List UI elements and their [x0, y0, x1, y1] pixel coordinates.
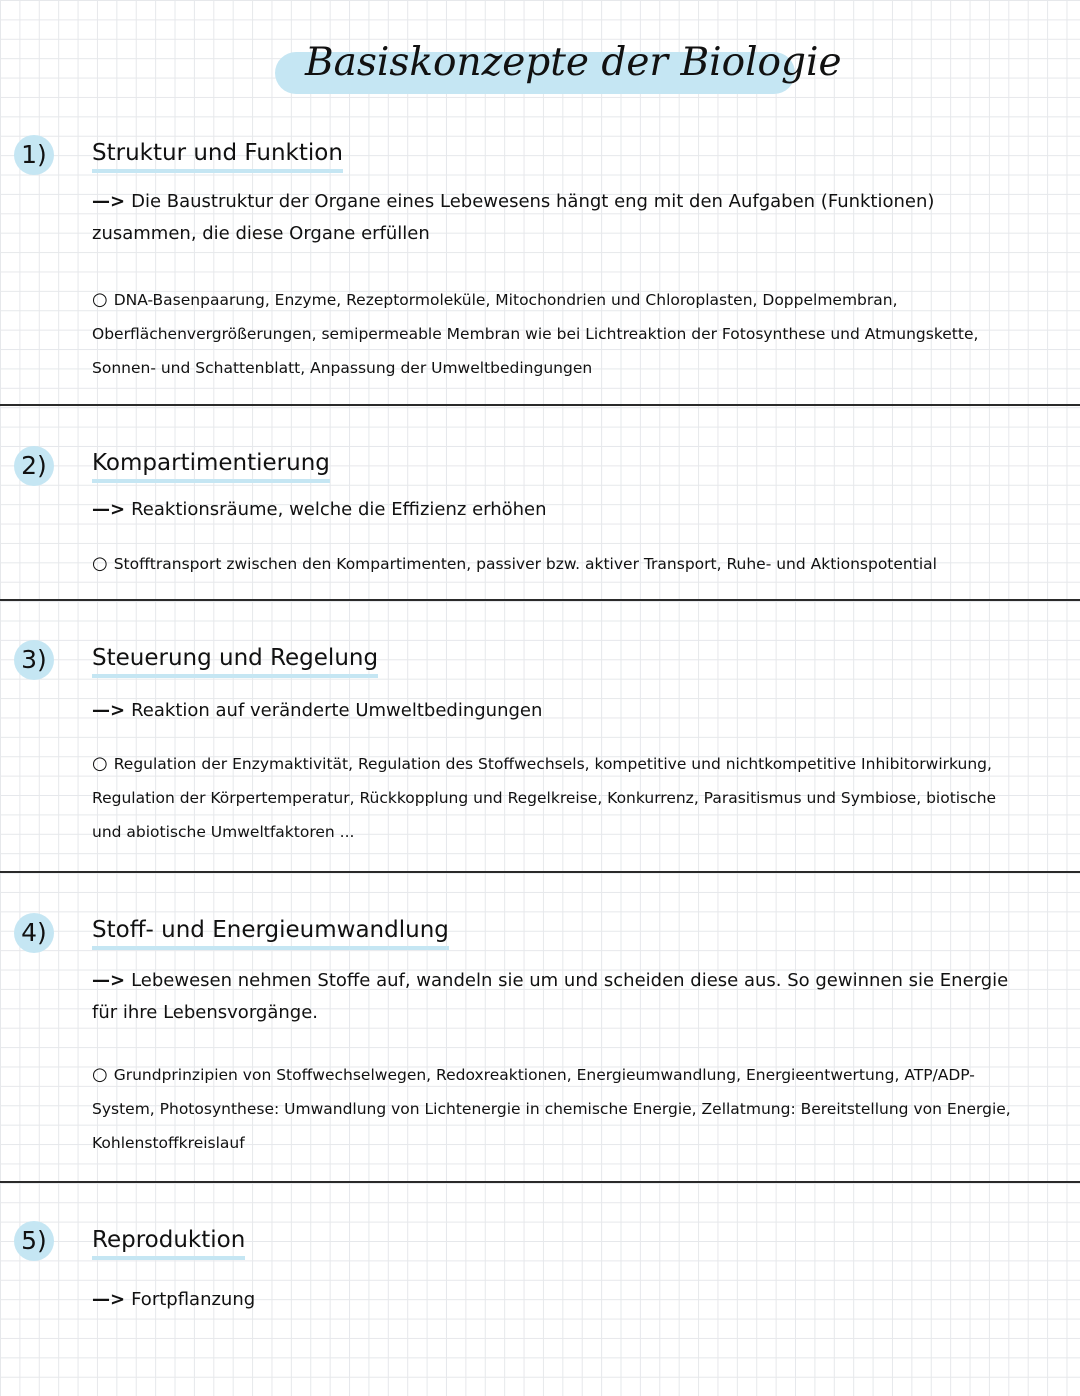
page-title: Basiskonzepte der Biologie	[305, 40, 842, 85]
section-5-heading: Reproduktion	[92, 1227, 245, 1260]
section-3-heading: Steuerung und Regelung	[92, 645, 378, 678]
arrow-icon: —>	[92, 700, 126, 721]
section-2-arrow-text	[92, 494, 1012, 526]
bullet-circle-icon: ○	[92, 753, 108, 774]
divider	[0, 871, 1080, 873]
section-4-bullet	[92, 1058, 1012, 1160]
section-2-description: Reaktionsräume, welche die Effizienz erhöhen	[131, 499, 547, 520]
section-2-number: 2)	[14, 446, 54, 486]
section-1-examples: DNA-Basenpaarung, Enzyme, Rezeptormoleküle, Mitochondrien und Chloroplasten, Doppelmembran, Oberflächenvergrößerungen, semipermeable Membran wie bei Lichtreaktion der Fotosynthese und Atmungskette, Sonnen- und Schattenblatt, Anpassung der Umweltbedingungen	[92, 291, 979, 377]
divider	[0, 599, 1080, 601]
arrow-icon: —>	[92, 499, 126, 520]
bullet-circle-icon: ○	[92, 553, 108, 574]
section-4-arrow-text	[92, 965, 1012, 1029]
section-2-examples: Stofftransport zwischen den Kompartimenten, passiver bzw. aktiver Transport, Ruhe- und Aktionspotential	[113, 555, 937, 573]
section-5-arrow-text	[92, 1284, 1012, 1316]
section-5-number: 5)	[14, 1221, 54, 1261]
divider	[0, 404, 1080, 406]
section-1-arrow-text	[92, 186, 1012, 250]
section-3-number: 3)	[14, 640, 54, 680]
section-4-examples: Grundprinzipien von Stoffwechselwegen, Redoxreaktionen, Energieumwandlung, Energieentwertung, ATP/ADP-System, Photosynthese: Umwandlung von Lichtenergie in chemische Energie, Zellatmung: Bereitstellung von Energie, Kohlenstoffkreislauf	[92, 1066, 1011, 1152]
section-4-number: 4)	[14, 913, 54, 953]
bullet-circle-icon: ○	[92, 1064, 108, 1085]
section-3-bullet	[92, 747, 1012, 849]
divider	[0, 1181, 1080, 1183]
section-3-arrow-text	[92, 695, 1012, 727]
section-4-heading: Stoff- und Energieumwandlung	[92, 917, 449, 950]
section-4-description: Lebewesen nehmen Stoffe auf, wandeln sie um und scheiden diese aus. So gewinnen sie Energie für ihre Lebensvorgänge.	[92, 970, 1009, 1023]
section-1-bullet	[92, 283, 1012, 385]
section-1-heading: Struktur und Funktion	[92, 140, 343, 173]
arrow-icon: —>	[92, 1289, 126, 1310]
arrow-icon: —>	[92, 970, 126, 991]
section-2-heading: Kompartimentierung	[92, 450, 330, 483]
bullet-circle-icon: ○	[92, 289, 108, 310]
section-2-bullet	[92, 547, 1012, 581]
section-1-description: Die Baustruktur der Organe eines Lebewesens hängt eng mit den Aufgaben (Funktionen) zusammen, die diese Organe erfüllen	[92, 191, 935, 244]
arrow-icon: —>	[92, 191, 126, 212]
section-3-examples: Regulation der Enzymaktivität, Regulation des Stoffwechsels, kompetitive und nichtkompetitive Inhibitorwirkung, Regulation der Körpertemperatur, Rückkopplung und Regelkreise, Konkurrenz, Parasitismus und Symbiose, biotische und abiotische Umweltfaktoren ...	[92, 755, 997, 841]
section-5-description: Fortpflanzung	[131, 1289, 256, 1310]
section-3-description: Reaktion auf veränderte Umweltbedingungen	[131, 700, 543, 721]
section-1-number: 1)	[14, 135, 54, 175]
